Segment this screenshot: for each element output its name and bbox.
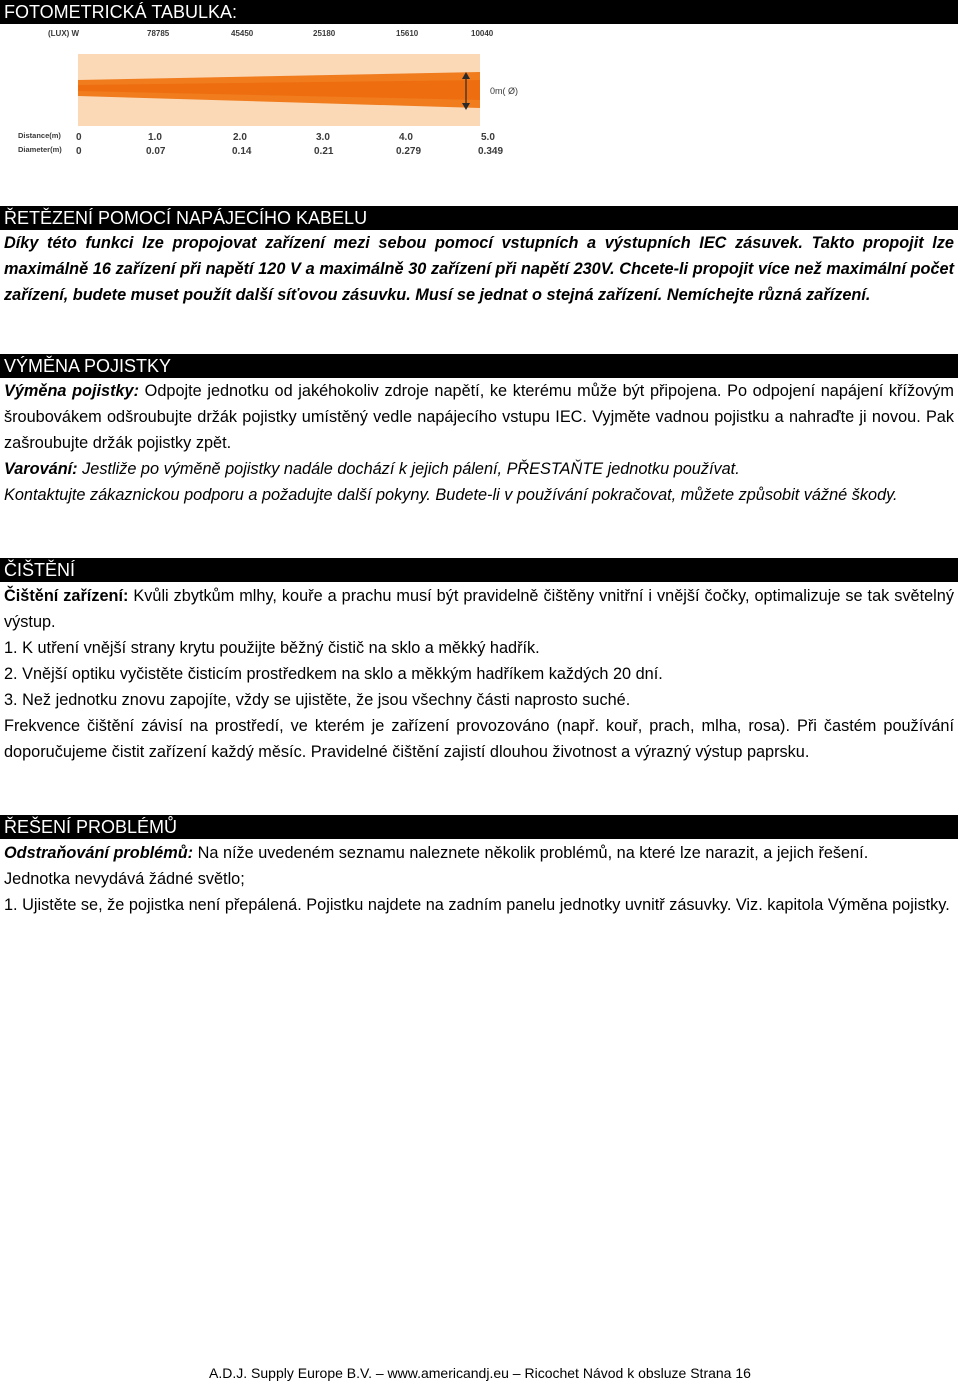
photometric-header: FOTOMETRICKÁ TABULKA: (0, 0, 958, 24)
diameter-value: 0.349 (478, 146, 504, 157)
fuse-header: VÝMĚNA POJISTKY (0, 354, 958, 378)
fuse-warning (4, 456, 954, 482)
distance-value: 1.0 (148, 132, 162, 143)
distance-value: 3.0 (316, 132, 330, 143)
warning-label: Varování: (4, 460, 78, 478)
cleaning-header: ČIŠTĚNÍ (0, 558, 958, 582)
fuse-contact: Kontaktujte zákaznickou podporu a požadujte další pokyny. Budete-li v používání pokračovat, můžete způsobit vážné škody. (4, 486, 898, 504)
chaining-paragraph: Díky této funkci lze propojovat zařízení mezi sebou pomocí vstupních a výstupních IEC zásuvek. Takto propojit lze maximálně 16 zařízení při napětí 120 V a maximálně 30 zařízení při napětí 230V. Chcete-li propojit více než maximální počet zařízení, budete muset použít další síťovou zásuvku. Musí se jednat o stejná zařízení. Nemíchejte různá zařízení. (4, 234, 954, 304)
fuse-label: Výměna pojistky: (4, 382, 140, 400)
solution-text: 1. Ujistěte se, že pojistka není přepálená. Pojistku najdete na zadním panelu jednotky uvnitř zásuvky. Viz. kapitola Výměna pojistky. (4, 896, 950, 914)
chaining-header: ŘETĚZENÍ POMOCÍ NAPÁJECÍHO KABELU (0, 206, 958, 230)
cleaning-step: 3. Než jednotku znovu zapojíte, vždy se ujistěte, že jsou všechny části naprosto suché. (4, 691, 631, 709)
lux-label: (LUX) W (48, 29, 80, 38)
cleaning-section (4, 583, 954, 765)
chaining-text (4, 230, 954, 308)
fuse-section (4, 378, 954, 508)
cleaning-paragraph (4, 583, 954, 635)
diameter-value: 0.279 (396, 146, 422, 157)
lux-value: 25180 (313, 29, 336, 38)
cleaning-step: 1. K utření vnější strany krytu použijte běžný čistič na sklo a měkký hadřík. (4, 639, 540, 657)
troubleshooting-paragraph (4, 840, 954, 866)
fuse-paragraph (4, 378, 954, 456)
troubleshooting-label: Odstraňování problémů: (4, 844, 194, 862)
diameter-value: 0 (76, 146, 82, 157)
diameter-value: 0.14 (232, 146, 252, 157)
cleaning-frequency: Frekvence čištění závisí na prostředí, ve kterém je zařízení provozováno (např. kouř, prach, mlha, rosa). Při častém používání doporučujeme čistit zařízení každý měsíc. Pravidelné čištění zajistí dlouhou životnost a výrazný výstup paprsku. (4, 717, 954, 761)
beam-label: 0m( Ø) (490, 86, 518, 96)
cleaning-step: 2. Vnější optiku vyčistěte čisticím prostředkem na sklo a měkkým hadříkem každých 20 dní. (4, 665, 663, 683)
troubleshooting-section (4, 840, 954, 918)
warning-text: Jestliže po výměně pojistky nadále dochází k jejich pálení, PŘESTAŇTE jednotku používat. (77, 460, 740, 478)
troubleshooting-text: Na níže uvedeném seznamu naleznete několik problémů, na které lze narazit, a jejich řešení. (193, 844, 869, 862)
problem-text: Jednotka nevydává žádné světlo; (4, 870, 245, 888)
troubleshooting-header: ŘEŠENÍ PROBLÉMŮ (0, 815, 958, 839)
distance-label: Distance(m) (18, 131, 61, 140)
distance-value: 4.0 (399, 132, 413, 143)
distance-value: 0 (76, 132, 82, 143)
lux-value: 15610 (396, 29, 419, 38)
lux-value: 78785 (147, 29, 170, 38)
cleaning-label: Čištění zařízení: (4, 587, 129, 605)
diameter-label: Diameter(m) (18, 145, 62, 154)
lux-value: 10040 (471, 29, 494, 38)
diameter-value: 0.07 (146, 146, 166, 157)
distance-value: 5.0 (481, 132, 495, 143)
distance-value: 2.0 (233, 132, 247, 143)
diameter-value: 0.21 (314, 146, 334, 157)
photometric-diagram (0, 24, 960, 194)
cleaning-text: Kvůli zbytkům mlhy, kouře a prachu musí být pravidelně čištěny vnitřní i vnější čočky, optimalizuje se tak světelný výstup. (4, 587, 954, 631)
page-footer: A.D.J. Supply Europe B.V. – www.americandj.eu – Ricochet Návod k obsluze Strana 16 (209, 1365, 751, 1381)
lux-value: 45450 (231, 29, 254, 38)
fuse-text: Odpojte jednotku od jakéhokoliv zdroje napětí, ke kterému může být připojena. Po odpojení napájení křížovým šroubovákem odšroubujte držák pojistky umístěný vedle napájecího vstupu IEC. Vyjměte vadnou pojistku a nahraďte ji novou. Pak zašroubujte držák pojistky zpět. (4, 382, 954, 452)
